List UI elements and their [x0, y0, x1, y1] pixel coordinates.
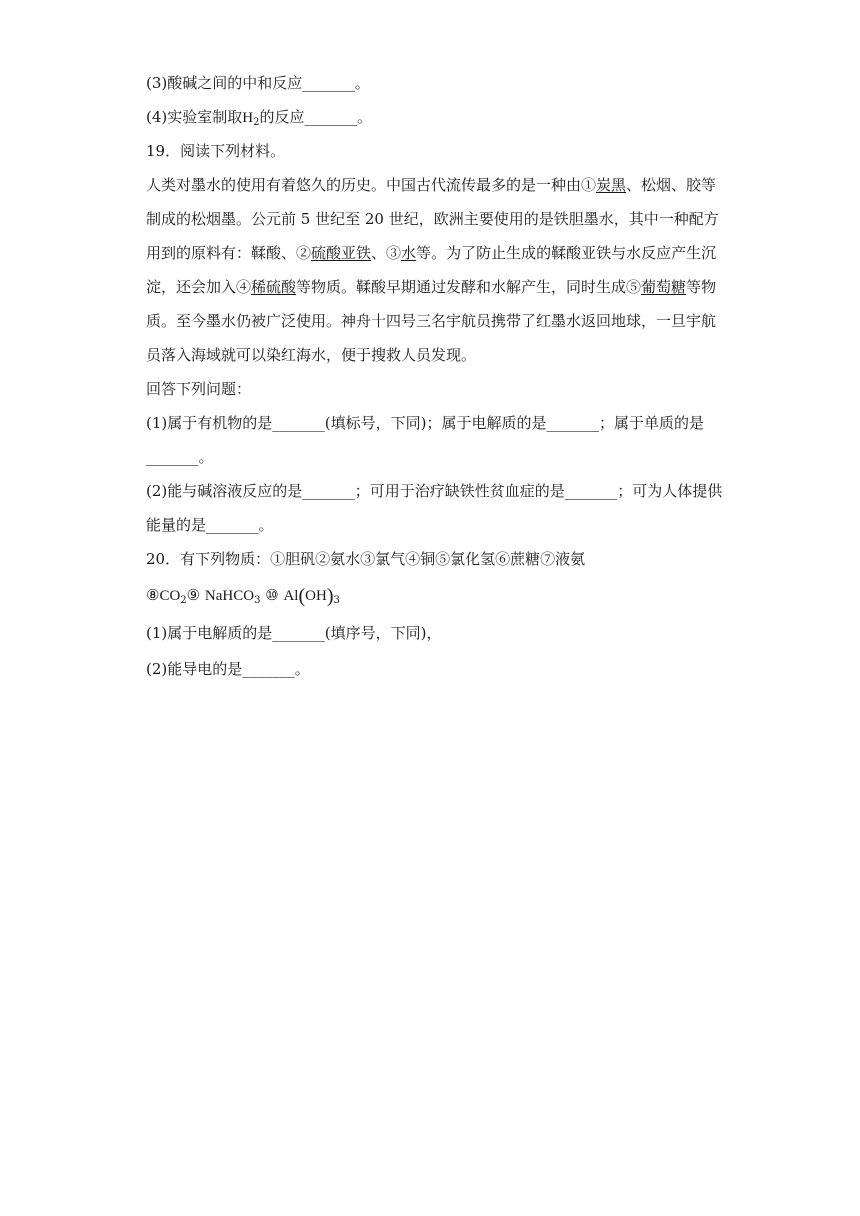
right-paren: )	[326, 585, 334, 607]
q19-sub2-line-2	[146, 514, 274, 536]
formula-al: Al	[283, 588, 299, 604]
q19-sub2-text-b: 能量的是_______。	[146, 516, 274, 534]
q18-item3-text: (3)酸碱之间的中和反应_______。	[146, 74, 370, 92]
q19-sub2-line-1	[146, 480, 722, 502]
q20-sub1	[146, 622, 441, 644]
q19-p4-prefix: 淀，还会加入④	[146, 278, 252, 296]
q19-header	[146, 140, 285, 162]
q19-p2-text: 制成的松烟墨。公元前 5 世纪至 20 世纪，欧洲主要使用的是铁胆墨水，其中一种配方	[146, 210, 719, 228]
q19-ask-text: 回答下列问题：	[146, 380, 252, 398]
circled-number-9: ⑨	[186, 586, 201, 604]
circled-number-10: ⑩	[265, 586, 279, 604]
q19-paragraph-line-4	[146, 276, 716, 298]
q19-p1-prefix: 人类对墨水的使用有着悠久的历史。中国古代流传最多的是一种由①	[146, 176, 597, 194]
q19-paragraph-line-5	[146, 310, 716, 332]
q19-p4-middle: 等物质。鞣酸早期通过发酵和水解产生，同时生成⑤	[296, 278, 642, 296]
underlined-ferrous-sulfate: 硫酸亚铁	[311, 244, 372, 262]
left-paren: (	[298, 585, 306, 607]
q19-p3-middle: 、③	[371, 244, 402, 262]
q19-p1-suffix: 、松烟、胶等	[626, 176, 717, 194]
q18-item4-prefix: (4)实验室制取	[146, 108, 243, 126]
formula-nahco3: NaHCO	[204, 588, 255, 604]
formula-oh: OH	[305, 588, 327, 604]
q19-ask	[146, 378, 251, 400]
q19-paragraph-line-2	[146, 208, 719, 230]
underlined-carbon-black: 炭黑	[596, 176, 627, 194]
q19-paragraph-line-1	[146, 174, 716, 196]
q19-sub1-line-2	[146, 446, 214, 468]
q20-sub1-text: (1)属于电解质的是_______(填序号，下同)，	[146, 624, 442, 642]
underlined-glucose: 葡萄糖	[641, 278, 687, 296]
q19-sub2-text-a: (2)能与碱溶液反应的是_______；可用于治疗缺铁性贫血症的是_______；可为人体提供	[146, 482, 723, 500]
formula-h2-subscript: 2	[253, 117, 260, 128]
underlined-water: 水	[401, 244, 417, 262]
underlined-dilute-sulfuric-acid: 稀硫酸	[251, 278, 297, 296]
q18-item4-suffix: 的反应_______。	[259, 108, 372, 126]
formula-aloh3-subscript: 3	[333, 595, 340, 606]
q18-item4	[146, 106, 372, 134]
circled-number-8: ⑧	[146, 586, 160, 604]
q19-sub1-line-1	[146, 412, 704, 434]
q20-formula-line	[146, 584, 340, 612]
q19-sub1-text-b: _______。	[146, 448, 214, 466]
formula-co2-subscript: 2	[180, 595, 187, 606]
q19-p5-text: 质。至今墨水仍被广泛使用。神舟十四号三名宇航员携带了红墨水返回地球，一旦宇航	[146, 312, 717, 330]
q20-sub2-text: (2)能导电的是_______。	[146, 660, 310, 678]
q19-sub1-text-a: (1)属于有机物的是_______(填标号，下同)；属于电解质的是_______；属于单质的是	[146, 414, 704, 432]
q20-header	[146, 548, 585, 570]
formula-nahco3-subscript: 3	[254, 595, 261, 606]
q19-p4-suffix: 等物	[686, 278, 717, 296]
q19-p3-suffix: 等。为了防止生成的鞣酸亚铁与水反应产生沉	[416, 244, 717, 262]
q19-p6-text: 员落入海域就可以染红海水，便于搜救人员发现。	[146, 346, 477, 364]
q19-p3-prefix: 用到的原料有：鞣酸、②	[146, 244, 312, 262]
q20-sub2	[146, 658, 310, 680]
formula-co2: CO	[159, 588, 181, 604]
q19-paragraph-line-6	[146, 344, 476, 366]
q20-header-text: 20．有下列物质：①胆矾②氨水③氯气④铜⑤氯化氢⑥蔗糖⑦液氨	[146, 550, 586, 568]
q18-item3	[146, 72, 370, 94]
q19-header-text: 19．阅读下列材料。	[146, 142, 286, 160]
q19-paragraph-line-3	[146, 242, 716, 264]
formula-h2: H	[242, 110, 254, 126]
